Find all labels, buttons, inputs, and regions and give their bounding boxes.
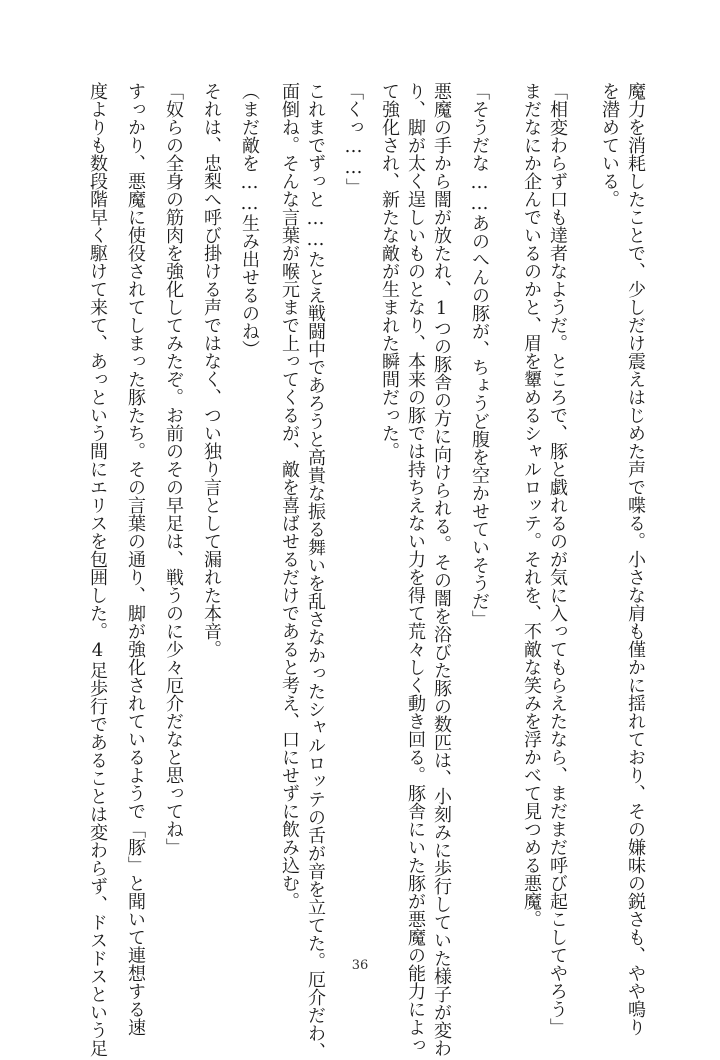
text-line: 度よりも数段階早く駆けて来て、あっという間にエリスを包囲した。4足歩行であることは変わらず、ドスドスという足 xyxy=(87,82,108,1057)
dialogue-line: 「相変わらず口も達者なようだ。ところで、豚と戯れるのが気に入ってもらえたなら、まだまだ呼び起こしてやろう」 xyxy=(547,82,568,1036)
text-line: り、脚が太く逞しいものとなり、本来の豚では持ちえない力を得て荒々しく動き回る。豚舎にいた豚が悪魔の能力によっ xyxy=(405,82,426,1054)
dialogue-line: 「奴らの全身の筋肉を強化してみたぞ。お前のその早足は、戦うのに少々厄介だなと思ってね」 xyxy=(163,82,184,856)
text-line: 面倒ね。そんな言葉が喉元まで上ってくるが、敵を喜ばせるだけであると考え、口にせずに飲み込む。 xyxy=(279,82,300,910)
text-line: を潜めている。 xyxy=(599,82,620,208)
dialogue-line: 「そうだな……あのへんの豚が、ちょうど腹を空かせていそうだ」 xyxy=(469,82,490,628)
text-line: て強化され、新たな敵が生まれた瞬間だった。 xyxy=(379,82,400,460)
text-line: すっかり、悪魔に使役されてしまった豚たち。その言葉の通り、脚が強化されているようで「豚」と聞いて連想する速 xyxy=(125,82,146,1036)
thought-line: （まだ敵を……生み出せるのね） xyxy=(239,82,260,358)
text-line: それは、忠梨へ呼び掛ける声ではなく、つい独り言として漏れた本音。 xyxy=(201,82,222,658)
page-number: 36 xyxy=(351,958,369,973)
text-line: まだなにか企んでいるのかと、眉を顰めるシャルロッテ。それを、不敵な笑みを浮かべて見つめる悪魔。 xyxy=(521,82,542,928)
text-line: 魔力を消耗したことで、少しだけ震えはじめた声で喋る。小さな肩も僅かに揺れており、その嫌味の鋭さも、やや鳴り xyxy=(625,82,646,1036)
dialogue-line: 「くっ……」 xyxy=(343,82,364,196)
text-line: これまでずっと……たとえ戦闘中であろうと高貴な振る舞いを乱さなかったシャルロッテの舌が音を立てた。厄介だわ、 xyxy=(305,82,326,1060)
text-line: 悪魔の手から闇が放たれ、1つの豚舎の方に向けられる。その闇を浴びた豚の数匹は、小刻みに歩行していた様子が変わ xyxy=(431,82,452,1057)
